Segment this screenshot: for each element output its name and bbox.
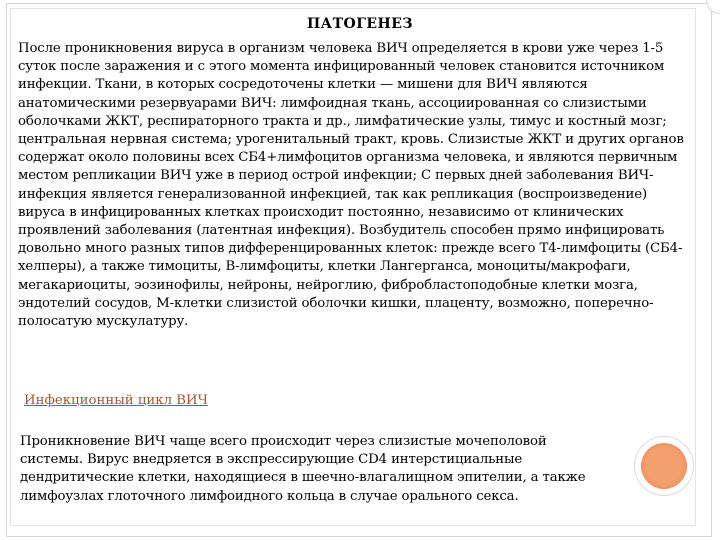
infection-cycle-link[interactable]: Инфекционный цикл ВИЧ — [24, 393, 208, 408]
pathogenesis-paragraph: После проникновения вируса в организм человека ВИЧ определяется в крови уже через 1-5 суток после заражения и с этого момента инфицированный человек становится источником инфекции. Ткани, в которых сосредоточены клетки — мишени для ВИЧ являются анатомическими резервуарами ВИЧ: лимфоидная ткань, ассоциированная со слизистыми оболочками ЖКТ, респираторного тракта и др., лимфатические узлы, тимус и костный мозг; центральная нервная система; урогенитальный тракт, кровь. Слизистые ЖКТ и других органов содержат около половины всех CБ4+лимфоцитов организма человека, и являются первичным местом репликации ВИЧ уже в период острой инфекции; С первых дней заболевания ВИЧ-инфекция является генерализованной инфекцией, так как репликация (воспроизведение) вируса в инфицированных клетках происходит постоянно, независимо от клинических проявлений заболевания (латентная инфекция). Возбудитель способен прямо инфицировать довольно много разных типов дифференцированных клеток: прежде всего Т4-лимфоциты (CБ4-хелперы), а также тимоциты, В-лимфоциты, клетки Лангерганса, моноциты/макрофаги, мегакариоциты, эозинофилы, нейроны, нейроглию, фибробластоподобные клетки мозга, эндотелий сосудов, М-клетки слизистой оболочки кишки, плаценту, возможно, поперечно-полосатую мускулатуру. — [18, 41, 684, 330]
entry-paragraph: Проникновение ВИЧ чаще всего происходит через слизистые мочеполовой системы. Вирус внедряется в экспрессирующие CD4 интерстициальные дендритические клетки, находящиеся в шеечно-влагалищном эпителии, а также лимфоузлах глоточного лимфоидного кольца в случае орального секса. — [20, 434, 586, 504]
slide-title: ПАТОГЕНЕЗ — [306, 16, 414, 32]
accent-circle — [641, 443, 687, 489]
